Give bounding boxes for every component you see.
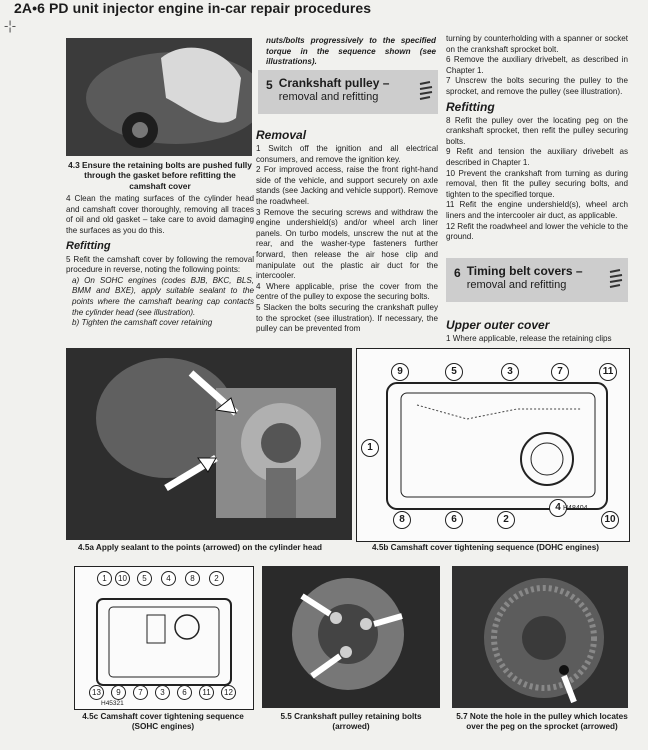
- col2-para-3: 3 Remove the securing screws and withdraw the engine undershield(s) and/or wheel arch liner panels. On turbo models, unscrew the nut at the rear, and the washer-type fasteners further forward, then release the air hose clip and manipulate out the plastic air duct for the intercooler.: [256, 207, 438, 281]
- diagram-ref-c: H45321: [101, 700, 124, 707]
- column-3-lower: [446, 316, 630, 345]
- heading-refitting-1: Refitting: [66, 239, 111, 252]
- col2-para-5: 5 Slacken the bolts securing the crankshaft pulley to the sprocket (see illustration). If necessary, the pulley can be prevented from: [256, 302, 438, 334]
- sohc-seq-number: 10: [115, 571, 130, 586]
- sohc-seq-number: 12: [221, 685, 236, 700]
- col3-para-8: 8 Refit the pulley over the locating peg on the crankshaft sprocket, then refit the pulley securing bolts.: [446, 115, 628, 146]
- dohc-seq-number: 4: [549, 499, 567, 517]
- photo-5-7-image: [452, 566, 628, 708]
- dohc-seq-number: 8: [393, 511, 411, 529]
- dohc-seq-number: 6: [445, 511, 463, 529]
- caption-4-3: 4.3 Ensure the retaining bolts are pushed fully through the gasket before refitting the camshaft cover: [68, 160, 252, 191]
- col3-para-12: 12 Refit the roadwheel and lower the vehicle to the ground.: [446, 221, 628, 242]
- sohc-seq-number: 4: [161, 571, 176, 586]
- photo-5-7: [452, 566, 628, 708]
- diagram-4-5b: [356, 348, 630, 542]
- caption-4-5a: 4.5a Apply sealant to the points (arrowed) on the cylinder head: [78, 543, 323, 552]
- col3-para-11: 11 Refit the engine undershield(s), wheel arch liners and the intercooler air duct, as applicable.: [446, 200, 628, 220]
- column-2: [256, 126, 438, 335]
- sohc-seq-number: 5: [137, 571, 152, 586]
- caption-5-5: 5.5 Crankshaft pulley retaining bolts (arrowed): [280, 712, 422, 731]
- page-header: [14, 0, 371, 16]
- diagram-4-5c: [74, 566, 254, 710]
- col3-lead: turning by counterholding with a spanner or socket on the crankshaft sprocket bolt.: [446, 34, 628, 54]
- heading-removal: Removal: [256, 128, 307, 142]
- column-3: [446, 34, 628, 243]
- section-6-subtitle: removal and refitting: [466, 279, 567, 291]
- para-4: 4 Clean the mating surfaces of the cylinder head and camshaft cover thoroughly, removing all traces of oil and old gasket – take care to avoid damaging the surfaces as you do this.: [66, 194, 254, 235]
- photo-5-5: [262, 566, 440, 708]
- spanner-marks-icon: [608, 268, 624, 292]
- section-6-number: 6: [454, 266, 461, 280]
- para-5b: b) Tighten the camshaft cover retaining: [72, 318, 213, 328]
- photo-4-3-image: [66, 38, 252, 156]
- col3-para-9: 9 Refit and tension the auxiliary drivebelt as described in Chapter 1.: [446, 147, 628, 167]
- caption-4-5c: 4.5c Camshaft cover tightening sequence (SOHC engines): [82, 712, 244, 731]
- col2-para-2: 2 For improved access, raise the front right-hand side of the vehicle, and support securely on axle stands (see Jacking and vehicle support). Remove the roadwheel.: [256, 165, 438, 206]
- photo-4-3: [66, 38, 252, 156]
- column-1: [66, 160, 254, 329]
- dohc-seq-number: 1: [361, 439, 379, 457]
- sohc-seq-number: 13: [89, 685, 104, 700]
- sohc-seq-number: 2: [209, 571, 224, 586]
- section-5-title: [279, 70, 390, 104]
- heading-upper-outer-cover: Upper outer cover: [446, 318, 550, 332]
- column-2-lead: [258, 36, 436, 68]
- section-6-box: [446, 258, 628, 302]
- caption-5-7: 5.7 Note the hole in the pulley which locates over the peg on the sprocket (arrowed): [456, 712, 628, 731]
- caption-4-5b: 4.5b Camshaft cover tightening sequence (DOHC engines): [372, 543, 600, 552]
- section-6-title-main: Timing belt covers –: [466, 264, 583, 278]
- diagram-ref-b: H48404: [563, 505, 588, 512]
- sohc-seq-number: 3: [155, 685, 170, 700]
- col2-para-1: 1 Switch off the ignition and all electrical consumers, and remove the ignition key.: [256, 144, 438, 164]
- section-5-title-main: Crankshaft pulley –: [278, 76, 390, 90]
- photo-5-5-image: [262, 566, 440, 708]
- sohc-seq-number: 1: [97, 571, 112, 586]
- registration-mark: -¦-: [4, 18, 17, 33]
- dohc-seq-number: 11: [599, 363, 617, 381]
- para-5: 5 Refit the camshaft cover by following the removal procedure in reverse, noting the following points:: [66, 254, 254, 275]
- photo-4-5a-image: [66, 348, 352, 540]
- dohc-seq-number: 3: [501, 363, 519, 381]
- dohc-seq-number: 2: [497, 511, 515, 529]
- sohc-seq-number: 8: [185, 571, 200, 586]
- heading-refitting-3: Refitting: [446, 99, 495, 114]
- dohc-seq-number: 5: [445, 363, 463, 381]
- spanner-marks-icon: [418, 80, 434, 104]
- section-5-number: 5: [266, 78, 273, 92]
- col3-para-6: 6 Remove the auxiliary drivebelt, as described in Chapter 1.: [446, 55, 628, 75]
- page-title: PD unit injector engine in-car repair procedures: [48, 0, 372, 16]
- section-5-box: [258, 70, 438, 114]
- page-ref: 2A•6: [14, 0, 45, 16]
- section-6-title: [467, 258, 583, 292]
- sohc-seq-number: 6: [177, 685, 192, 700]
- dohc-seq-number: 10: [601, 511, 619, 529]
- col3-para-10: 10 Prevent the crankshaft from turning as during removal, then fit the pulley securing bolts, and tighten to the specified torque.: [446, 168, 628, 199]
- sohc-seq-number: 7: [133, 685, 148, 700]
- col3-para-7: 7 Unscrew the bolts securing the pulley to the sprocket, and remove the pulley (see illustration).: [446, 76, 628, 96]
- dohc-seq-number: 9: [391, 363, 409, 381]
- col2-para-4: 4 Where applicable, prise the cover from the centre of the pulley to expose the securing bolts.: [256, 281, 438, 302]
- dohc-seq-number: 7: [551, 363, 569, 381]
- col3-para-1: 1 Where applicable, release the retaining clips: [446, 334, 612, 343]
- section-5-subtitle: removal and refitting: [278, 91, 379, 103]
- sohc-seq-number: 9: [111, 685, 126, 700]
- photo-4-5a: [66, 348, 352, 540]
- para-5a: a) On SOHC engines (codes BJB, BKC, BLS, BMM and BXE), apply suitable sealant to the points where the camshaft bearing cap contacts the cylinder head (see illustration).: [72, 275, 254, 317]
- col2-lead: nuts/bolts progressively to the specified torque in the sequence shown (see illustrations).: [266, 36, 436, 67]
- sohc-seq-number: 11: [199, 685, 214, 700]
